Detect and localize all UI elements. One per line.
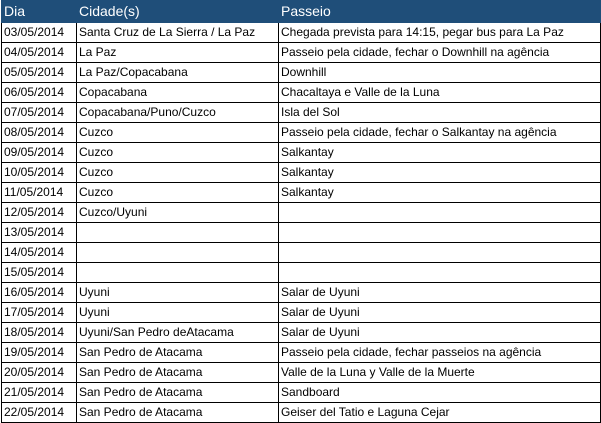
cell-passeio[interactable] [279, 243, 601, 263]
table-row [2, 223, 601, 243]
cell-passeio[interactable]: Chacaltaya e Valle de la Luna [279, 83, 601, 103]
header-cidades[interactable]: Cidade(s) [77, 1, 279, 23]
cell-passeio[interactable]: Salar de Uyuni [279, 303, 601, 323]
table-row [2, 103, 601, 123]
cell-dia[interactable]: 16/05/2014 [2, 283, 77, 303]
cell-cidade[interactable]: San Pedro de Atacama [77, 343, 279, 363]
cell-dia[interactable]: 17/05/2014 [2, 303, 77, 323]
cell-cidade[interactable] [77, 223, 279, 243]
cell-dia[interactable]: 14/05/2014 [2, 243, 77, 263]
table-row [2, 363, 601, 383]
table-row [2, 23, 601, 43]
cell-passeio[interactable]: Salkantay [279, 183, 601, 203]
cell-cidade[interactable]: Cuzco [77, 143, 279, 163]
cell-dia[interactable]: 06/05/2014 [2, 83, 77, 103]
cell-dia[interactable]: 13/05/2014 [2, 223, 77, 243]
cell-cidade[interactable]: Uyuni [77, 303, 279, 323]
cell-passeio[interactable]: Valle de la Luna y Valle de la Muerte [279, 363, 601, 383]
cell-cidade[interactable]: San Pedro de Atacama [77, 363, 279, 383]
header-row [2, 1, 601, 23]
table-row [2, 343, 601, 363]
cell-passeio[interactable]: Geiser del Tatio e Laguna Cejar [279, 403, 601, 423]
table-row [2, 263, 601, 283]
cell-cidade[interactable]: Cuzco [77, 163, 279, 183]
cell-cidade[interactable]: Cuzco/Uyuni [77, 203, 279, 223]
cell-dia[interactable]: 03/05/2014 [2, 23, 77, 43]
cell-dia[interactable]: 19/05/2014 [2, 343, 77, 363]
cell-cidade[interactable]: San Pedro de Atacama [77, 383, 279, 403]
cell-passeio[interactable]: Sandboard [279, 383, 601, 403]
cell-cidade[interactable]: Cuzco [77, 123, 279, 143]
cell-cidade[interactable]: Uyuni/San Pedro deAtacama [77, 323, 279, 343]
cell-dia[interactable]: 09/05/2014 [2, 143, 77, 163]
cell-cidade[interactable]: La Paz [77, 43, 279, 63]
cell-passeio[interactable]: Salar de Uyuni [279, 323, 601, 343]
cell-passeio[interactable]: Passeio pela cidade, fechar o Salkantay na agência [279, 123, 601, 143]
cell-passeio[interactable]: Downhill [279, 63, 601, 83]
cell-passeio[interactable]: Passeio pela cidade, fechar o Downhill na agência [279, 43, 601, 63]
header-dia[interactable]: Dia [2, 1, 77, 23]
table-row [2, 403, 601, 423]
cell-passeio[interactable]: Passeio pela cidade, fechar passeios na agência [279, 343, 601, 363]
table-row [2, 243, 601, 263]
table-row [2, 123, 601, 143]
cell-passeio[interactable]: Salkantay [279, 143, 601, 163]
cell-cidade[interactable]: La Paz/Copacabana [77, 63, 279, 83]
cell-dia[interactable]: 22/05/2014 [2, 403, 77, 423]
cell-passeio[interactable]: Chegada prevista para 14:15, pegar bus para La Paz [279, 23, 601, 43]
table-row [2, 163, 601, 183]
cell-cidade[interactable]: Copacabana [77, 83, 279, 103]
cell-dia[interactable]: 05/05/2014 [2, 63, 77, 83]
cell-passeio[interactable] [279, 203, 601, 223]
cell-passeio[interactable]: Salkantay [279, 163, 601, 183]
cell-dia[interactable]: 11/05/2014 [2, 183, 77, 203]
table-row [2, 43, 601, 63]
cell-passeio[interactable] [279, 263, 601, 283]
cell-cidade[interactable] [77, 263, 279, 283]
cell-passeio[interactable]: Isla del Sol [279, 103, 601, 123]
table-row [2, 303, 601, 323]
table-row [2, 63, 601, 83]
cell-cidade[interactable]: Uyuni [77, 283, 279, 303]
cell-cidade[interactable]: San Pedro de Atacama [77, 403, 279, 423]
cell-dia[interactable]: 04/05/2014 [2, 43, 77, 63]
cell-dia[interactable]: 08/05/2014 [2, 123, 77, 143]
cell-dia[interactable]: 07/05/2014 [2, 103, 77, 123]
cell-cidade[interactable]: Copacabana/Puno/Cuzco [77, 103, 279, 123]
table-row [2, 183, 601, 203]
cell-dia[interactable]: 21/05/2014 [2, 383, 77, 403]
table-row [2, 83, 601, 103]
cell-cidade[interactable] [77, 243, 279, 263]
cell-dia[interactable]: 20/05/2014 [2, 363, 77, 383]
table-row [2, 283, 601, 303]
header-passeio[interactable]: Passeio [279, 1, 601, 23]
cell-cidade[interactable]: Cuzco [77, 183, 279, 203]
cell-dia[interactable]: 15/05/2014 [2, 263, 77, 283]
table-row [2, 383, 601, 403]
cell-dia[interactable]: 10/05/2014 [2, 163, 77, 183]
cell-dia[interactable]: 18/05/2014 [2, 323, 77, 343]
table-body [2, 23, 601, 423]
itinerary-table [1, 0, 601, 423]
cell-passeio[interactable]: Salar de Uyuni [279, 283, 601, 303]
cell-cidade[interactable]: Santa Cruz de La Sierra / La Paz [77, 23, 279, 43]
table-row [2, 203, 601, 223]
table-row [2, 143, 601, 163]
cell-passeio[interactable] [279, 223, 601, 243]
table-row [2, 323, 601, 343]
cell-dia[interactable]: 12/05/2014 [2, 203, 77, 223]
